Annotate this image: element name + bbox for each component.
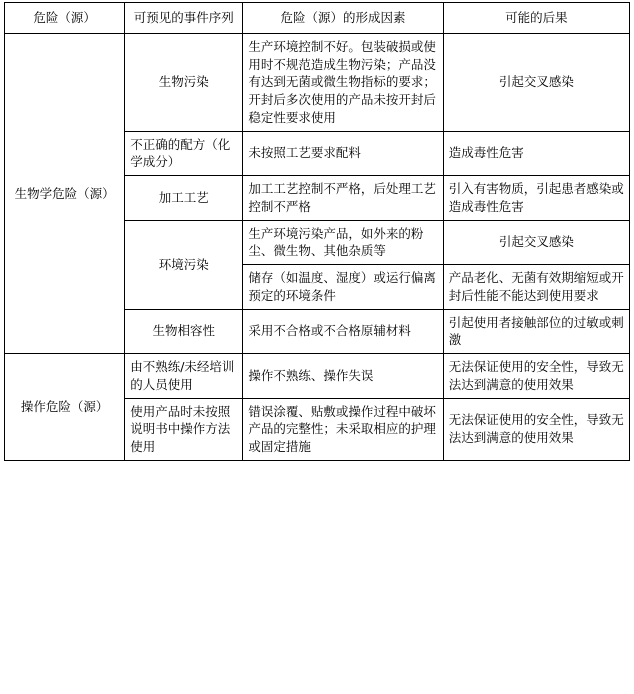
table-row — [5, 354, 630, 399]
column-header-consequence: 可能的后果 — [443, 3, 629, 34]
factor-cell: 生产环境控制不好。包装破损或使用时不规范造成生物污染；产品没有达到无菌或微生物指标的要求；开封后多次使用的产品未按开封后稳定性要求使用 — [243, 33, 443, 131]
column-header-hazard: 危险（源） — [5, 3, 125, 34]
sequence-cell: 生物污染 — [125, 33, 243, 131]
column-header-factor: 危险（源）的形成因素 — [243, 3, 443, 34]
sequence-cell: 生物相容性 — [125, 309, 243, 354]
hazard-analysis-table — [4, 2, 630, 461]
factor-cell: 未按照工艺要求配料 — [243, 131, 443, 176]
consequence-cell: 造成毒性危害 — [443, 131, 629, 176]
factor-cell: 生产环境污染产品，如外来的粉尘、微生物、其他杂质等 — [243, 220, 443, 265]
consequence-cell: 引起交叉感染 — [443, 220, 629, 265]
factor-cell: 加工工艺控制不严格，后处理工艺控制不严格 — [243, 176, 443, 221]
hazard-group-operational: 操作危险（源） — [5, 354, 125, 461]
factor-cell: 储存（如温度、湿度）或运行偏离预定的环境条件 — [243, 265, 443, 310]
consequence-cell: 引起交叉感染 — [443, 33, 629, 131]
table-row — [5, 33, 630, 131]
consequence-cell: 无法保证使用的安全性，导致无法达到满意的使用效果 — [443, 398, 629, 460]
hazard-group-biological: 生物学危险（源） — [5, 33, 125, 353]
factor-cell: 错误涂覆、贴敷或操作过程中破坏产品的完整性；未采取相应的护理或固定措施 — [243, 398, 443, 460]
consequence-cell: 引起使用者接触部位的过敏或刺激 — [443, 309, 629, 354]
sequence-cell: 加工工艺 — [125, 176, 243, 221]
factor-cell: 采用不合格或不合格原辅材料 — [243, 309, 443, 354]
sequence-cell: 由不熟练/未经培训的人员使用 — [125, 354, 243, 399]
factor-cell: 操作不熟练、操作失误 — [243, 354, 443, 399]
table-header-row — [5, 3, 630, 34]
column-header-sequence: 可预见的事件序列 — [125, 3, 243, 34]
sequence-cell: 环境污染 — [125, 220, 243, 309]
consequence-cell: 引入有害物质，引起患者感染或造成毒性危害 — [443, 176, 629, 221]
sequence-cell: 使用产品时未按照说明书中操作方法使用 — [125, 398, 243, 460]
table-body — [5, 33, 630, 460]
consequence-cell: 产品老化、无菌有效期缩短或开封后性能不能达到使用要求 — [443, 265, 629, 310]
table-header — [5, 3, 630, 34]
sequence-cell: 不正确的配方（化学成分） — [125, 131, 243, 176]
consequence-cell: 无法保证使用的安全性，导致无法达到满意的使用效果 — [443, 354, 629, 399]
